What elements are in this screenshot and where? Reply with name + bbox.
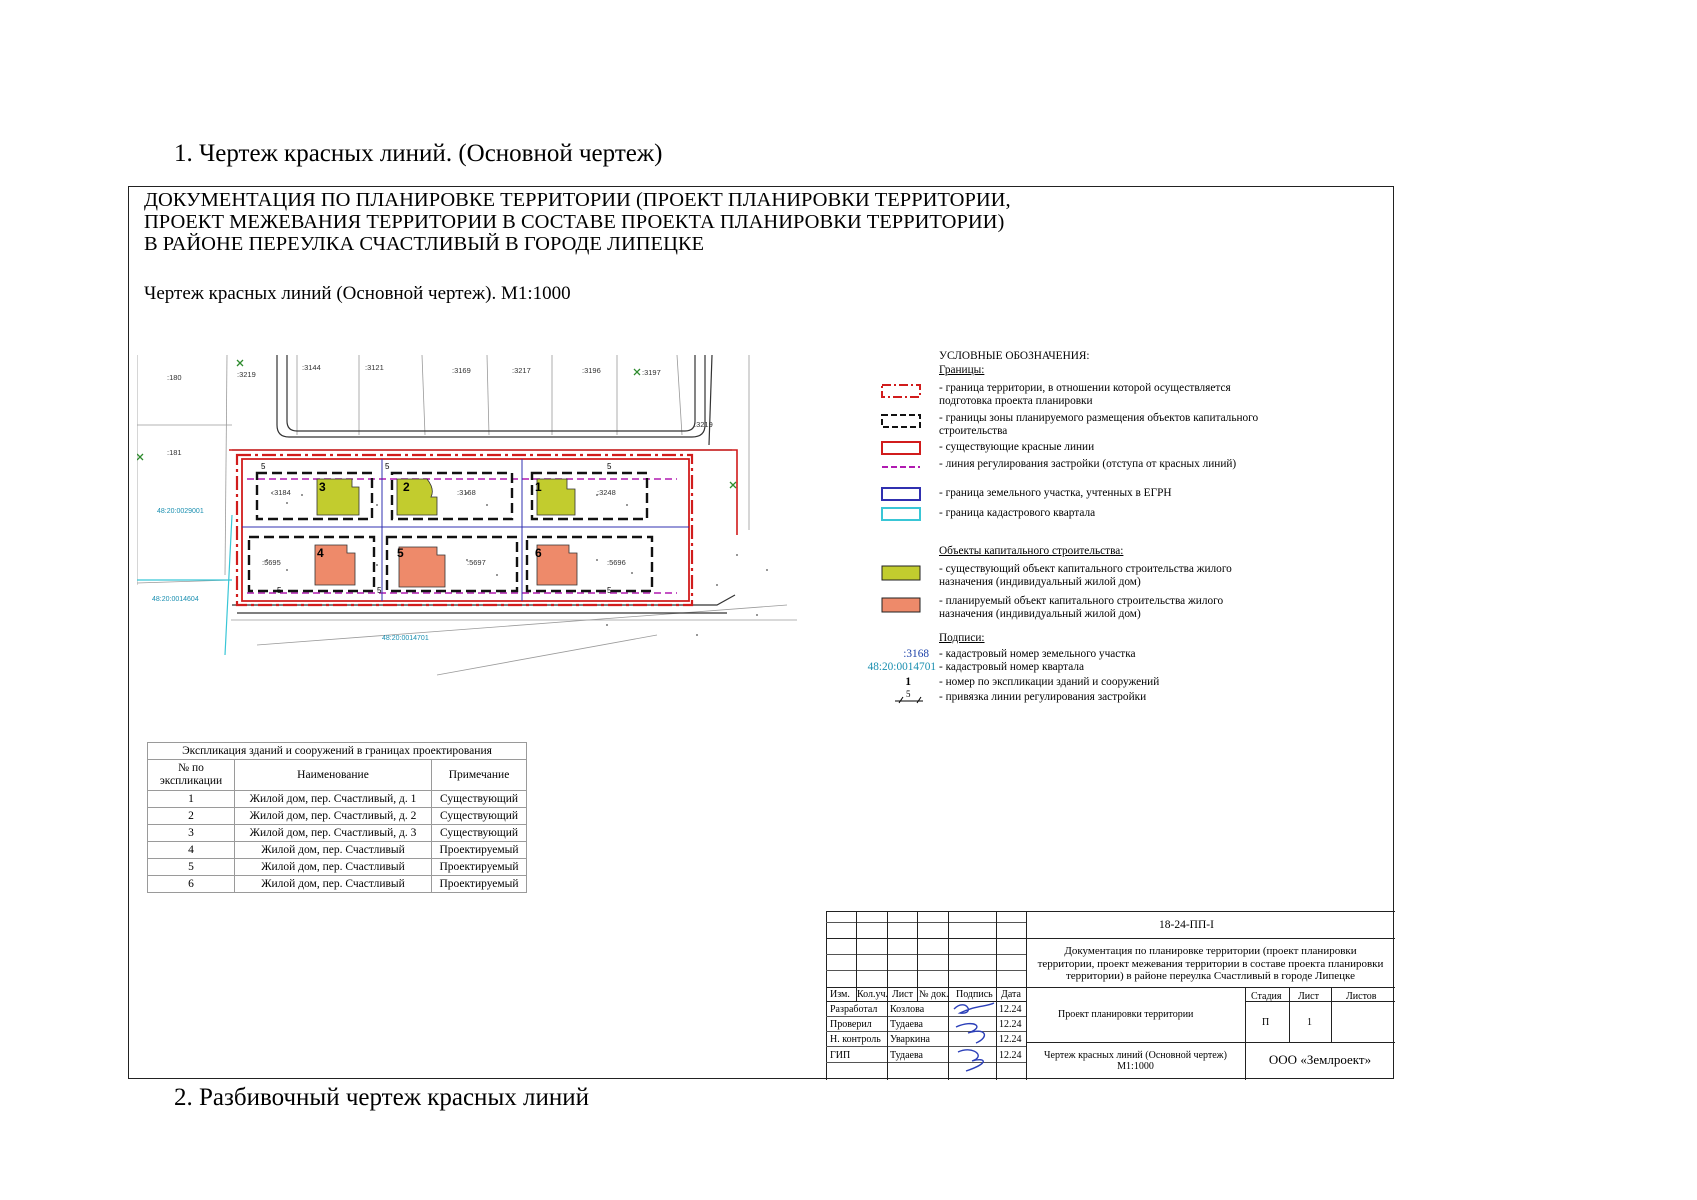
planned-building-symbol <box>881 597 921 613</box>
parcel-label: :3168 <box>457 488 476 497</box>
document-title-line-2: ПРОЕКТ МЕЖЕВАНИЯ ТЕРРИТОРИИ В СОСТАВЕ ПРОЕКТА ПЛАНИРОВКИ ТЕРРИТОРИИ) <box>144 211 1005 233</box>
legend-item-text: - границы зоны планируемого размещения объектов капитального строительства <box>939 412 1259 437</box>
red-lines-symbol <box>881 441 921 455</box>
project-code: 18-24-ПП-I <box>1159 919 1214 931</box>
table-row <box>148 859 527 876</box>
legend-item-text: - планируемый объект капитального строительства жилого назначения (индивидуальный жилой дом) <box>939 595 1224 620</box>
stamp-col-header: Изм. <box>830 989 850 1000</box>
table-row <box>148 842 527 859</box>
explication-header: Примечание <box>432 760 527 791</box>
stamp-role: ГИП <box>830 1050 851 1061</box>
table-cell: Жилой дом, пер. Счастливый, д. 1 <box>235 791 432 808</box>
legend-group-labels: Подписи: <box>939 632 985 644</box>
table-cell: Существующий <box>432 825 527 842</box>
table-row <box>148 791 527 808</box>
stamp-col-header: Кол.уч. <box>857 989 889 1000</box>
section-2-heading: 2. Разбивочный чертеж красных линий <box>174 1084 589 1111</box>
regulation-line-symbol <box>881 460 921 474</box>
explication-header: № по экспликации <box>148 760 235 791</box>
building-number: 6 <box>535 546 542 560</box>
stamp-date: 12.24 <box>999 1050 1022 1061</box>
stamp-date: 12.24 <box>999 1019 1022 1030</box>
table-cell: Жилой дом, пер. Счастливый, д. 2 <box>235 808 432 825</box>
offset-label: 5 <box>607 586 612 595</box>
table-cell: Проектируемый <box>432 842 527 859</box>
explication-header: Наименование <box>235 760 432 791</box>
table-cell: 2 <box>148 808 235 825</box>
table-cell: Проектируемый <box>432 859 527 876</box>
drawing-title: Чертеж красных линий (Основной чертеж). М1:1000 <box>144 283 571 304</box>
explication-caption-row <box>148 743 527 760</box>
table-cell: Существующий <box>432 808 527 825</box>
explication-header-row <box>148 760 527 791</box>
legend-item-text: - номер по экспликации зданий и сооружений <box>939 676 1160 688</box>
table-row <box>148 876 527 893</box>
existing-building-symbol <box>881 565 921 581</box>
offset-label: 5 <box>607 462 612 471</box>
red-lines-map <box>137 355 857 700</box>
parcel-label: :181 <box>167 448 182 457</box>
table-cell: Существующий <box>432 791 527 808</box>
legend-item-text: - привязка линии регулирования застройки <box>939 691 1147 703</box>
quarter-boundary-symbol <box>881 507 921 521</box>
legend-item-text: - существующие красные линии <box>939 441 1095 453</box>
building-number-symbol: 1 <box>905 676 911 688</box>
stamp-col-header: Лист <box>892 989 913 1000</box>
legend-item-text: - кадастровый номер земельного участка <box>939 648 1136 660</box>
legend-item-text: - существующий объект капитального строительства жилого назначения (индивидуальный жилой дом) <box>939 563 1232 588</box>
parcel-label: :3219 <box>694 420 713 429</box>
parcel-label: :5696 <box>607 558 626 567</box>
table-cell: Жилой дом, пер. Счастливый, д. 3 <box>235 825 432 842</box>
stamp-date: 12.24 <box>999 1034 1022 1045</box>
table-cell: Проектируемый <box>432 876 527 893</box>
table-cell: Жилой дом, пер. Счастливый <box>235 876 432 893</box>
table-row <box>148 825 527 842</box>
document-title <box>144 189 1011 255</box>
parcel-label: :3121 <box>365 363 384 372</box>
signature-icon <box>946 997 1001 1077</box>
document-title-line-3: В РАЙОНЕ ПЕРЕУЛКА СЧАСТЛИВЫЙ В ГОРОДЕ ЛИПЕЦКЕ <box>144 233 705 255</box>
stamp-sheet: 1 <box>1307 1017 1312 1028</box>
table-cell: Жилой дом, пер. Счастливый <box>235 859 432 876</box>
table-cell: 3 <box>148 825 235 842</box>
drawing-sheet <box>128 186 1394 1079</box>
stamp-name: Тудаева <box>890 1050 923 1061</box>
legend-group-objects: Объекты капитального строительства: <box>939 545 1124 557</box>
legend-title: УСЛОВНЫЕ ОБОЗНАЧЕНИЯ: <box>939 350 1090 362</box>
offset-label: 5 <box>261 462 266 471</box>
offset-label: 5 <box>377 586 382 595</box>
building-number: 3 <box>319 480 326 494</box>
parcel-label: :3144 <box>302 363 321 372</box>
stamp-drawing-name <box>1026 1050 1245 1072</box>
offset-symbol-label: 5 <box>906 689 911 699</box>
offset-symbol <box>891 687 931 705</box>
legend-item-text: - линия регулирования застройки (отступа от красных линий) <box>939 458 1237 470</box>
document-title-line-1: ДОКУМЕНТАЦИЯ ПО ПЛАНИРОВКЕ ТЕРРИТОРИИ (ПРОЕКТ ПЛАНИРОВКИ ТЕРРИТОРИИ, <box>144 189 1011 211</box>
stamp-name: Козлова <box>890 1004 925 1015</box>
parcel-label: :3184 <box>272 488 291 497</box>
project-title-line: территории) в районе переулка Счастливый в городе Липецке <box>1065 970 1356 982</box>
offset-label: 5 <box>277 586 282 595</box>
stamp-col-header: Дата <box>1001 989 1021 1000</box>
quarter-label: 48:20:0014604 <box>152 596 199 603</box>
parcel-label: :3248 <box>597 488 616 497</box>
parcel-label: :3217 <box>512 366 531 375</box>
quarter-label: 48:20:0014701 <box>382 635 429 642</box>
stamp-role: Проверил <box>830 1019 872 1030</box>
offset-label: 5 <box>385 462 390 471</box>
title-block <box>826 911 1395 1080</box>
table-cell: Жилой дом, пер. Счастливый <box>235 842 432 859</box>
table-row <box>148 808 527 825</box>
stamp-section: Проект планировки территории <box>1058 1009 1194 1020</box>
stamp-role: Разработал <box>830 1004 878 1015</box>
legend-group-boundaries: Границы: <box>939 364 985 376</box>
stamp-name: Уваркина <box>890 1034 930 1045</box>
legend-item-text: - граница территории, в отношении которой осуществляется подготовка проекта планировки <box>939 382 1231 407</box>
territory-boundary-symbol <box>881 384 921 398</box>
stamp-drawing-name-line: М1:1000 <box>1117 1061 1154 1072</box>
building-number: 5 <box>397 546 404 560</box>
parcel-label: :3169 <box>452 366 471 375</box>
table-cell: 6 <box>148 876 235 893</box>
parcel-label: :5695 <box>262 558 281 567</box>
explication-caption: Экспликация зданий и сооружений в границах проектирования <box>148 743 527 760</box>
project-title-line: Документация по планировке территории (проект планировки <box>1064 945 1357 957</box>
stamp-company: ООО «Землроект» <box>1268 1052 1372 1067</box>
stamp-date: 12.24 <box>999 1004 1022 1015</box>
parcel-number-symbol: :3168 <box>903 648 929 660</box>
parcel-label: :5697 <box>467 558 486 567</box>
parcel-label: :3219 <box>237 370 256 379</box>
table-cell: 5 <box>148 859 235 876</box>
project-title-line: территории, проект межевания территории в составе проекта планировки <box>1037 957 1384 970</box>
parcel-boundary-symbol <box>881 487 921 501</box>
quarter-label: 48:20:0029001 <box>157 508 204 515</box>
legend-item-text: - граница земельного участка, учтенных в ЕГРН <box>939 487 1172 499</box>
stamp-name: Тудаева <box>890 1019 923 1030</box>
legend-item-text: - граница кадастрового квартала <box>939 507 1096 519</box>
legend-item-text: - кадастровый номер квартала <box>939 661 1085 673</box>
stamp-role: Н. контроль <box>830 1034 881 1045</box>
stamp-drawing-name-line: Чертеж красных линий (Основной чертеж) <box>1044 1050 1227 1061</box>
section-1-heading: 1. Чертеж красных линий. (Основной чертеж) <box>174 140 663 167</box>
stamp-col-header: Подпись <box>956 989 993 1000</box>
parcel-label: :3196 <box>582 366 601 375</box>
table-cell: 1 <box>148 791 235 808</box>
stamp-col-header: № док. <box>919 989 949 1000</box>
building-number: 1 <box>535 480 542 494</box>
stamp-sheet-label: Лист <box>1298 991 1319 1002</box>
parcel-label: :180 <box>167 373 182 382</box>
parcel-label: :3197 <box>642 368 661 377</box>
building-number: 4 <box>317 546 324 560</box>
quarter-number-symbol: 48:20:0014701 <box>867 661 936 673</box>
stamp-stage: П <box>1262 1017 1270 1028</box>
building-number: 2 <box>403 480 410 494</box>
stamp-sheets-label: Листов <box>1346 991 1377 1002</box>
explication-table <box>147 742 527 893</box>
building-zone-symbol <box>881 414 921 428</box>
project-title <box>1026 945 1395 983</box>
stamp-stage-label: Стадия <box>1251 991 1282 1002</box>
table-cell: 4 <box>148 842 235 859</box>
